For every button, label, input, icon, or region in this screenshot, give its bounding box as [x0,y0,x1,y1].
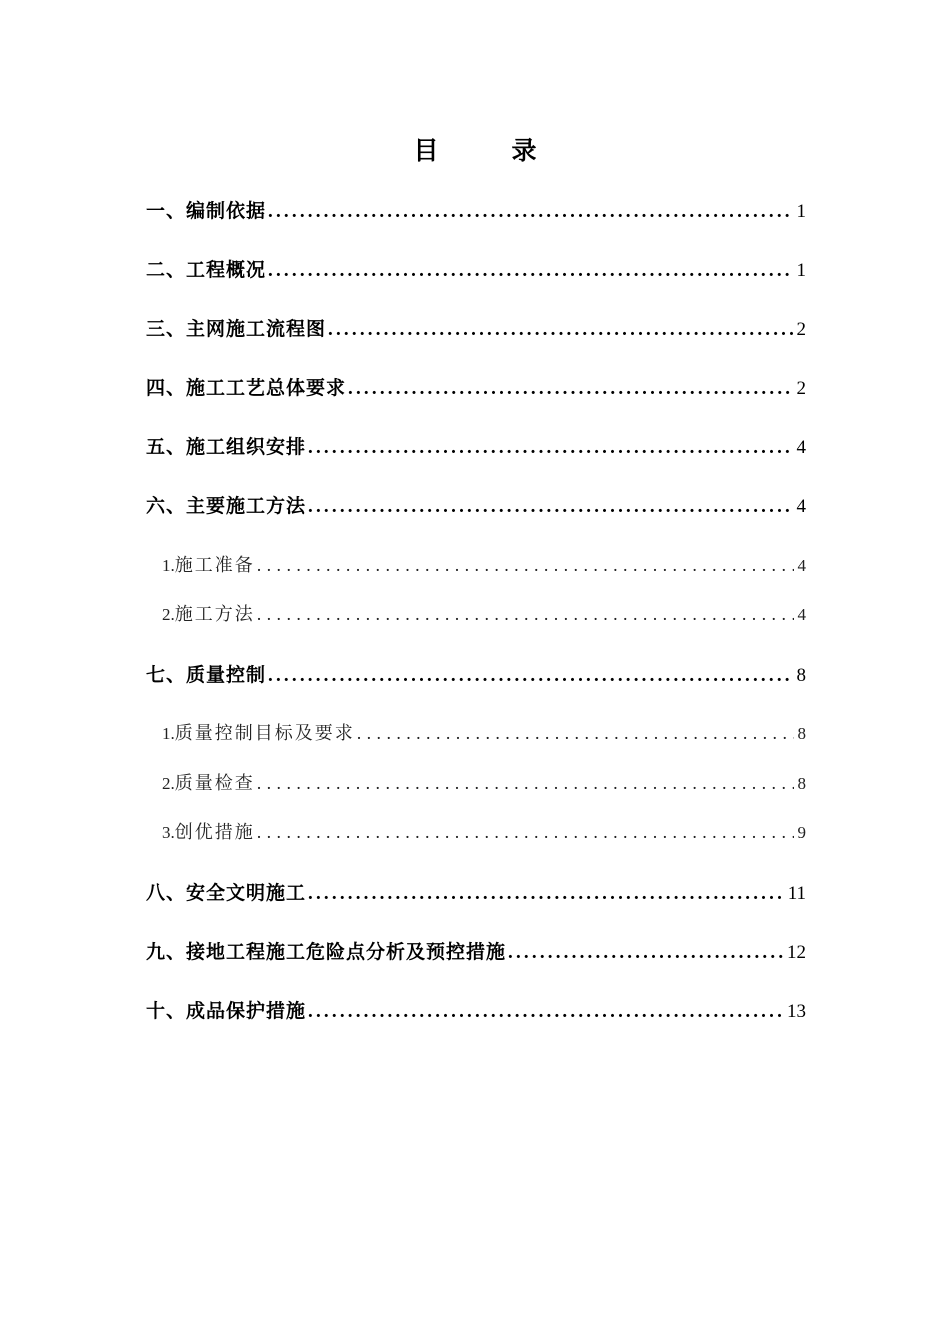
toc-entry-page: 2 [796,319,806,340]
toc-entry-page: 1 [796,201,806,222]
toc-dot-leader [357,723,794,744]
toc-subentry[interactable] [162,719,806,755]
toc-entry-page: 4 [796,496,806,517]
toc-subentry-label: 创优措施 [174,822,255,843]
toc-entry-label: 一、编制依据 [146,200,267,222]
toc-entry[interactable] [146,432,806,468]
toc-dot-leader [268,260,792,282]
toc-dot-leader [308,883,784,905]
toc-entry-page: 2 [796,378,806,399]
toc-subentry-page: 8 [797,774,806,793]
toc-entry-label: 八、安全文明施工 [146,882,307,904]
toc-entry[interactable] [146,314,806,350]
toc-subentry-number: 1. [162,556,175,575]
toc-subentry-label: 质量检查 [174,773,255,794]
toc-entry[interactable] [146,660,806,696]
toc-dot-leader [308,1001,783,1023]
toc-subentry[interactable] [162,818,806,854]
toc-entry[interactable] [146,937,806,973]
toc-dot-leader [257,555,794,576]
toc-subentry[interactable] [162,600,806,636]
toc-dot-leader [308,496,792,518]
toc-subentry-label: 质量控制目标及要求 [174,723,355,744]
toc-entry-page: 8 [796,665,806,686]
toc-entry[interactable] [146,196,806,232]
toc-subentry-number: 2. [162,774,175,793]
toc-entry-label: 九、接地工程施工危险点分析及预控措施 [146,941,507,963]
toc-dot-leader [308,437,792,459]
toc-subentry-number: 2. [162,605,175,624]
toc-subentry-page: 4 [797,556,806,575]
toc-entry[interactable] [146,878,806,914]
toc-subentry-number: 3. [162,823,175,842]
toc-subentry-page: 9 [797,823,806,842]
page-title: 目 录 [413,136,561,165]
toc-entry-label: 五、施工组织安排 [146,436,307,458]
toc-entry-page: 4 [796,437,806,458]
toc-dot-leader [508,942,783,964]
toc-subentry-number: 1. [162,724,175,743]
toc-entry-label: 六、主要施工方法 [146,495,307,517]
toc-entry[interactable] [146,373,806,409]
toc-entry[interactable] [146,255,806,291]
toc-subentry-label: 施工方法 [174,604,255,625]
toc-dot-leader [348,378,792,400]
toc-dot-leader [257,773,794,794]
toc-entry-label: 七、质量控制 [146,664,267,686]
toc-entry-label: 二、工程概况 [146,259,267,281]
toc-subentry-label: 施工准备 [174,555,255,576]
toc-entry[interactable] [146,996,806,1032]
toc-subentry-page: 4 [797,605,806,624]
toc-entry-label: 四、施工工艺总体要求 [146,377,347,399]
toc-entry-label: 十、成品保护措施 [146,1000,307,1022]
toc-dot-leader [328,319,792,341]
toc-dot-leader [257,604,794,625]
toc-entry-page: 13 [787,1001,806,1022]
toc-subentry-page: 8 [797,724,806,743]
toc-entry-page: 12 [787,942,806,963]
toc-entry-page: 11 [787,883,806,904]
toc-entry[interactable] [146,491,806,527]
toc-entry-page: 1 [796,260,806,281]
toc-dot-leader [268,665,792,687]
toc-subentry[interactable] [162,769,806,805]
toc-entry-label: 三、主网施工流程图 [146,318,327,340]
toc-subentry[interactable] [162,551,806,587]
toc-dot-leader [257,822,794,843]
toc-dot-leader [268,201,792,223]
